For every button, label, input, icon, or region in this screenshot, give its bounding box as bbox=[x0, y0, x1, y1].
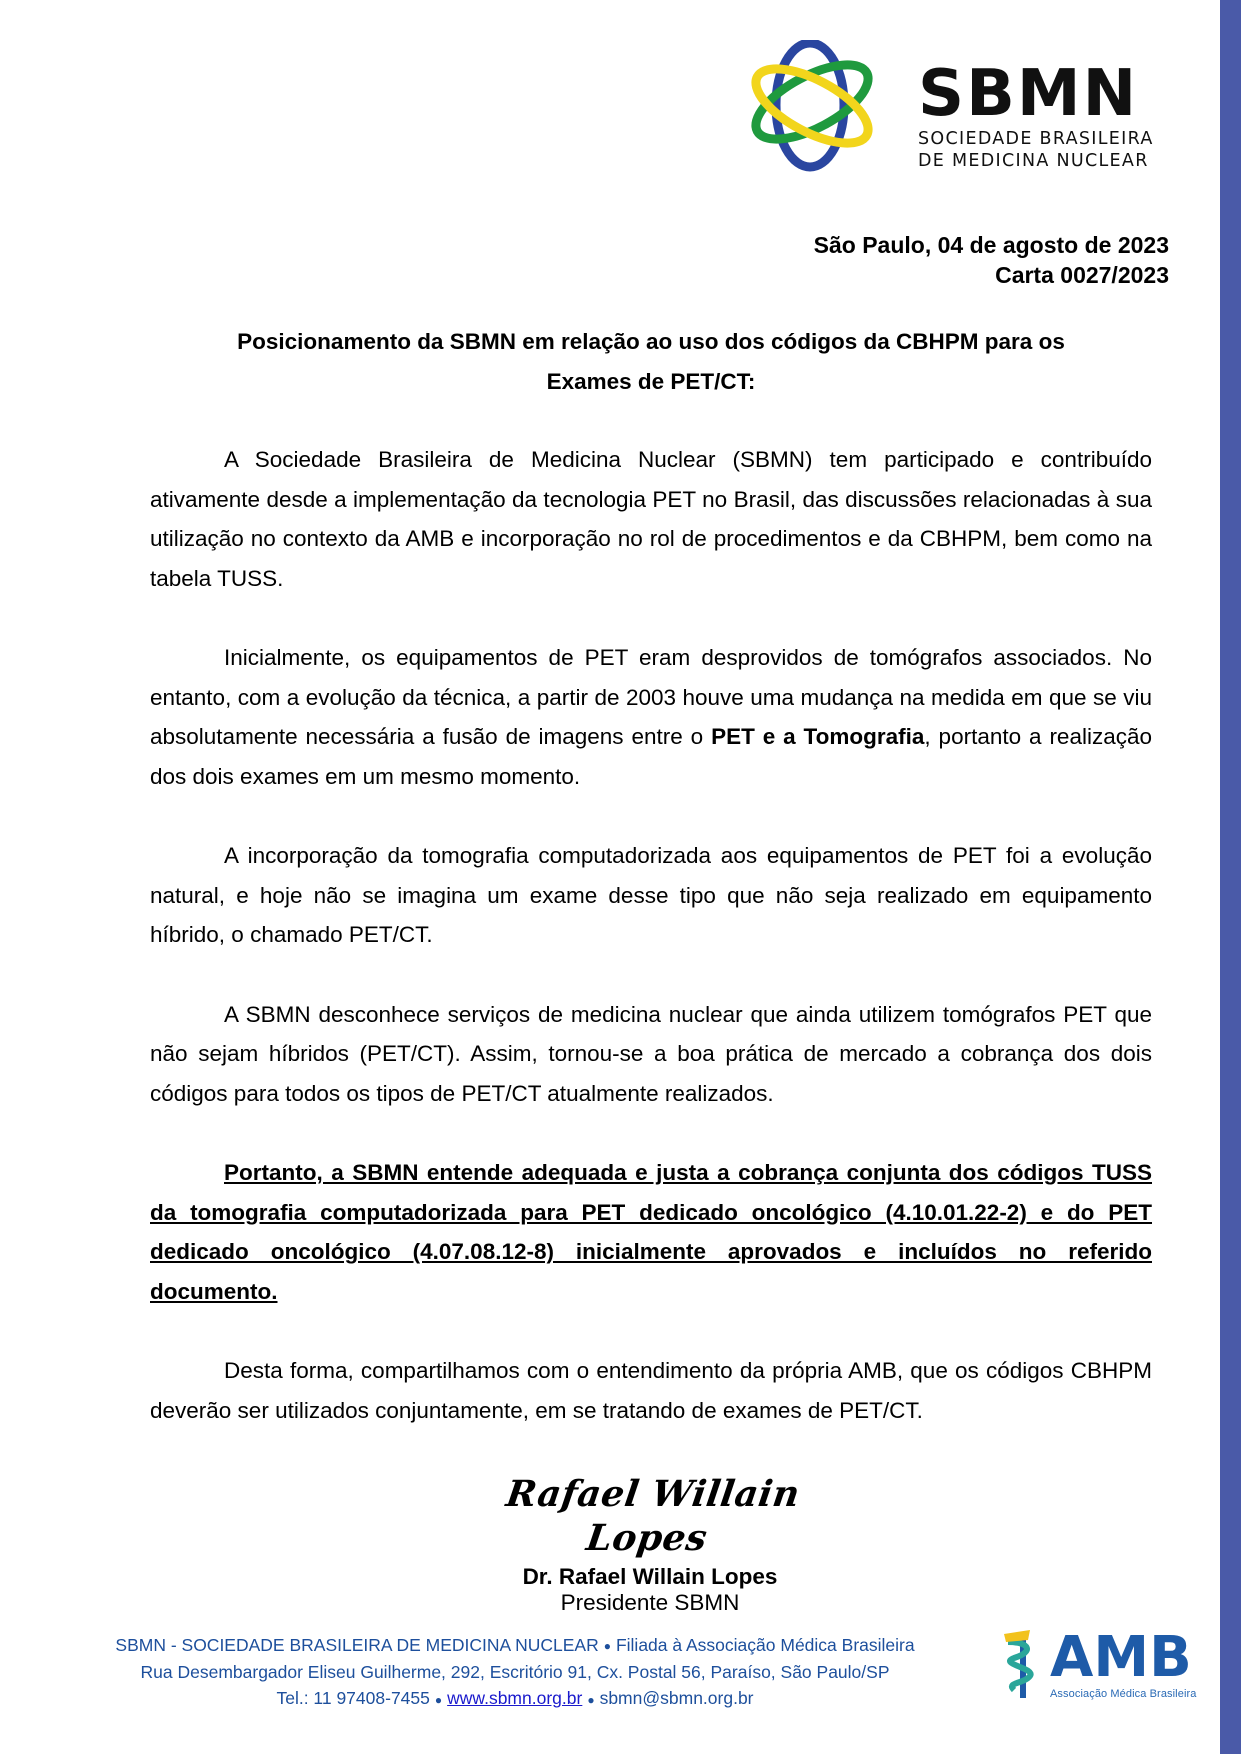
amb-subtitle: Associação Médica Brasileira bbox=[1050, 1688, 1197, 1700]
page-side-bar bbox=[1220, 0, 1241, 1754]
title-line-2: Exames de PET/CT: bbox=[546, 369, 756, 394]
amb-logo bbox=[1000, 1625, 1197, 1704]
bullet-icon: ● bbox=[434, 1692, 443, 1707]
bullet-icon: ● bbox=[603, 1639, 611, 1654]
signer-role: Presidente SBMN bbox=[560, 1590, 740, 1615]
footer-website-link[interactable]: www.sbmn.org.br bbox=[447, 1688, 583, 1709]
paragraph-1: A Sociedade Brasileira de Medicina Nuclear (SBMN) tem participado e contribuído ativamente desde a implementação da tecnologia PET no Brasil, das discussões relacionadas à sua utilização no contexto da AMB e incorporação no rol de procedimentos e da CBHPM, bem como na tabela TUSS. bbox=[150, 447, 1152, 591]
letter-date-block bbox=[814, 230, 1169, 290]
paragraph-6: Desta forma, compartilhamos com o entendimento da própria AMB, que os códigos CBHPM deverão ser utilizados conjuntamente, em se tratando de exames de PET/CT. bbox=[150, 1358, 1152, 1423]
footer bbox=[70, 1632, 960, 1713]
logo-subtitle-line1: SOCIEDADE BRASILEIRA bbox=[918, 129, 1154, 149]
letter-title bbox=[150, 322, 1152, 402]
amb-wordmark: AMB bbox=[1050, 1625, 1192, 1690]
footer-address: Rua Desembargador Eliseu Guilherme, 292, Escritório 91, Cx. Postal 56, Paraíso, São Paulo/SP bbox=[140, 1662, 890, 1683]
footer-phone: Tel.: 11 97408-7455 bbox=[276, 1688, 430, 1709]
paragraph-2-bold: PET e a Tomografia bbox=[711, 724, 925, 749]
title-line-1: Posicionamento da SBMN em relação ao uso dos códigos da CBHPM para os bbox=[237, 329, 1065, 354]
paragraph-3: A incorporação da tomografia computadorizada aos equipamentos de PET foi a evolução natural, e hoje não se imagina um exame desse tipo que não seja realizado em equipamento híbrido, o chamado PET/CT. bbox=[150, 843, 1152, 947]
signer-name: Dr. Rafael Willain Lopes bbox=[522, 1564, 778, 1589]
logo-subtitle bbox=[918, 128, 1180, 172]
logo-wordmark: SBMN bbox=[918, 57, 1139, 131]
sbmn-logo bbox=[748, 40, 1180, 200]
logo-subtitle-line2: DE MEDICINA NUCLEAR bbox=[918, 151, 1149, 171]
footer-org: SBMN - SOCIEDADE BRASILEIRA DE MEDICINA NUCLEAR bbox=[115, 1635, 599, 1655]
paragraph-2-start: Inicialmente, os equipamentos de PET eram desprovidos de tomógrafos associados. No entanto, com a evolução da técnica, a partir de 2003 houve uma mudança na medida em que se viu absolutamente necessária a fusão de imagens entre o bbox=[150, 645, 1152, 749]
handwritten-signature: Rafael Willain Lopes bbox=[503, 1473, 803, 1559]
footer-line-3 bbox=[70, 1685, 960, 1712]
signature-block bbox=[450, 1472, 850, 1616]
paragraph-4: A SBMN desconhece serviços de medicina nuclear que ainda utilizem tomógrafos PET que não sejam híbridos (PET/CT). Assim, tornou-se a boa prática de mercado a cobrança dos dois códigos para todos os tipos de PET/CT atualmente realizados. bbox=[150, 1001, 1152, 1106]
atom-icon bbox=[748, 40, 908, 200]
caduceus-icon bbox=[1000, 1628, 1048, 1704]
letter-date: São Paulo, 04 de agosto de 2023 bbox=[813, 232, 1169, 258]
paragraph-5-highlight: Portanto, a SBMN entende adequada e justa a cobrança conjunta dos códigos TUSS da tomografia computadorizada para PET dedicado oncológico (4.10.01.22-2) e do PET dedicado oncológico (4.07.08.12-8) inicialmente aprovados e incluídos no referido documento. bbox=[150, 1160, 1152, 1304]
footer-line-1 bbox=[70, 1632, 960, 1659]
footer-email[interactable]: sbmn@sbmn.org.br bbox=[599, 1688, 754, 1709]
footer-affiliation: Filiada à Associação Médica Brasileira bbox=[615, 1635, 915, 1655]
letter-number: Carta 0027/2023 bbox=[995, 262, 1169, 288]
letter-body bbox=[150, 440, 1152, 1470]
bullet-icon: ● bbox=[587, 1692, 595, 1707]
paragraph-2 bbox=[150, 638, 1152, 796]
paragraph-2-end: , portanto a realização dos dois exames em um mesmo momento. bbox=[150, 724, 1152, 789]
